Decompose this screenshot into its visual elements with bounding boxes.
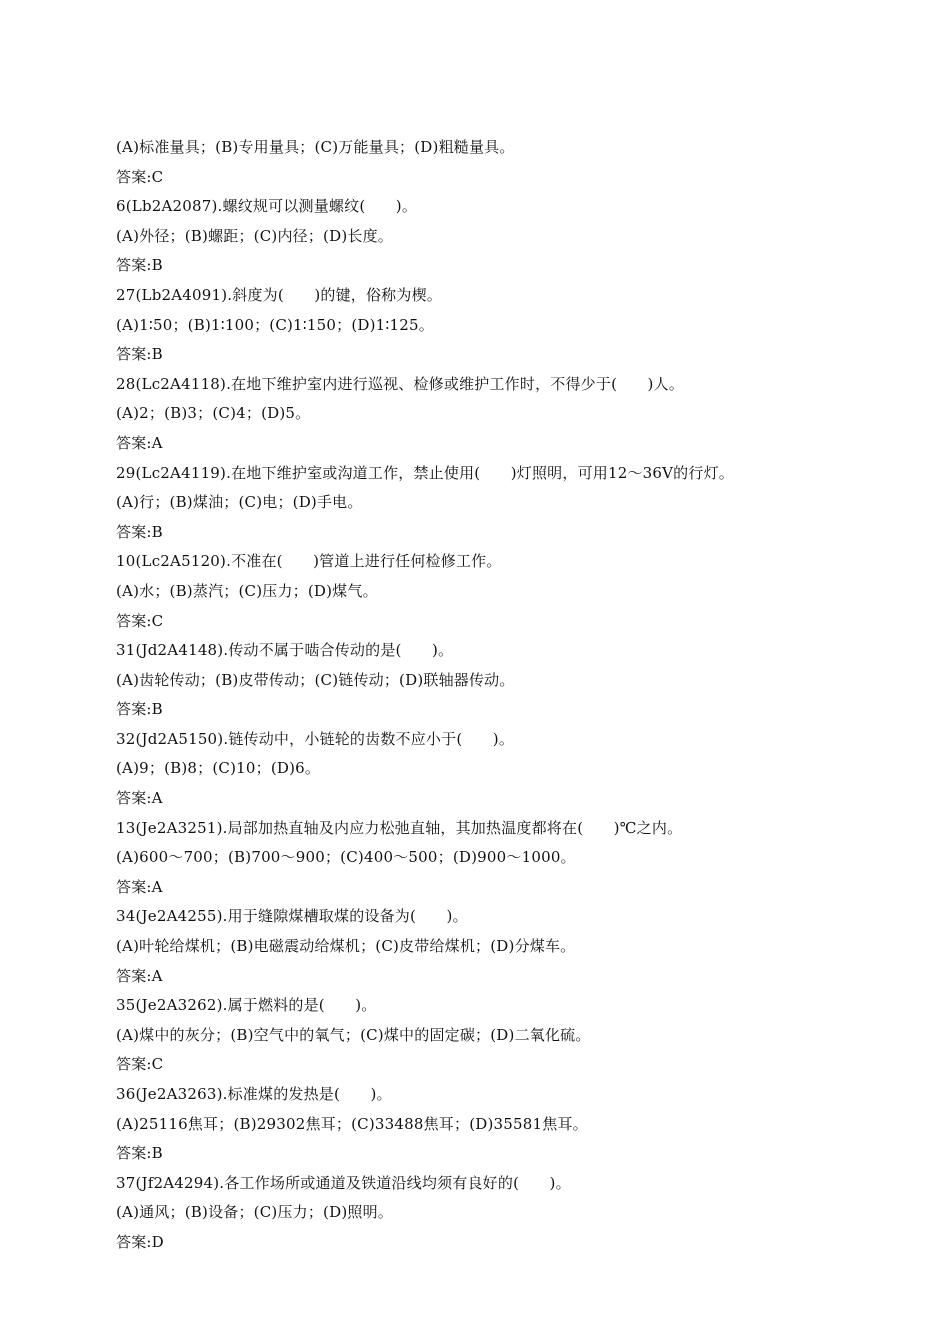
question-line: 35(Je2A3262).属于燃料的是( )。 [116,996,377,1015]
question-line: 36(Je2A3263).标准煤的发热是( )。 [116,1085,392,1103]
answer-line: 答案:C [116,1055,164,1074]
answer-line: 答案:B [116,522,163,541]
options-line: (A)1∶50；(B)1∶100；(C)1∶150；(D)1∶125。 [116,315,434,334]
question-line: 28(Lc2A4118).在地下维护室内进行巡视、检修或维护工作时，不得少于( )人。 [116,374,684,393]
options-line: (A)水；(B)蒸汽；(C)压力；(D)煤气。 [116,581,378,600]
answer-line: 答案:A [116,966,163,985]
options-line: (A)600～700；(B)700～900；(C)400～500；(D)900～1000。 [116,848,576,867]
answer-line: 答案:C [116,611,164,630]
answer-line: 答案:B [116,345,163,364]
question-line: 29(Lc2A4119).在地下维护室或沟道工作，禁止使用( )灯照明，可用12～36V的行灯。 [116,463,734,482]
options-line: (A)齿轮传动；(B)皮带传动；(C)链传动；(D)联轴器传动。 [116,670,515,689]
options-line: (A)9；(B)8；(C)10；(D)6。 [116,759,321,778]
answer-line: 答案:B [116,1144,163,1163]
answer-line: 答案:A [116,789,163,808]
answer-line: 答案:C [116,167,164,186]
question-line: 32(Jd2A5150).链传动中，小链轮的齿数不应小于( )。 [116,729,515,748]
question-line: 31(Jd2A4148).传动不属于啮合传动的是( )。 [116,641,454,660]
question-line: 27(Lb2A4091).斜度为( )的键，俗称为楔。 [116,285,442,304]
options-line: (A)2；(B)3；(C)4；(D)5。 [116,404,311,423]
answer-line: 答案:B [116,700,163,719]
options-line: (A)25116焦耳；(B)29302焦耳；(C)33488焦耳；(D)35581焦耳。 [116,1114,588,1133]
question-line: 13(Je2A3251).局部加热直轴及内应力松弛直轴，其加热温度都将在( )℃之内。 [116,818,683,837]
document-page [116,133,916,1258]
answer-line: 答案:A [116,433,163,452]
question-line: 6(Lb2A2087).螺纹规可以测量螺纹( )。 [116,197,418,216]
options-line: (A)行；(B)煤油；(C)电；(D)手电。 [116,493,363,512]
answer-line: 答案:A [116,877,163,896]
options-line: (A)叶轮给煤机；(B)电磁震动给煤机；(C)皮带给煤机；(D)分煤车。 [116,937,576,956]
answer-line: 答案:B [116,256,163,275]
question-line: 34(Je2A4255).用于缝隙煤槽取煤的设备为( )。 [116,907,468,926]
question-line: 10(Lc2A5120).不准在( )管道上进行任何检修工作。 [116,552,502,571]
options-line: (A)标准量具；(B)专用量具；(C)万能量具；(D)粗糙量具。 [116,138,515,156]
options-line: (A)通风；(B)设备；(C)压力；(D)照明。 [116,1203,393,1222]
answer-line: 答案:D [116,1232,164,1251]
options-line: (A)煤中的灰分；(B)空气中的氧气；(C)煤中的固定碳；(D)二氧化硫。 [116,1025,591,1044]
question-line: 37(Jf2A4294).各工作场所或通道及铁道沿线均须有良好的( )。 [116,1173,571,1192]
options-line: (A)外径；(B)螺距；(C)内径；(D)长度。 [116,226,393,245]
